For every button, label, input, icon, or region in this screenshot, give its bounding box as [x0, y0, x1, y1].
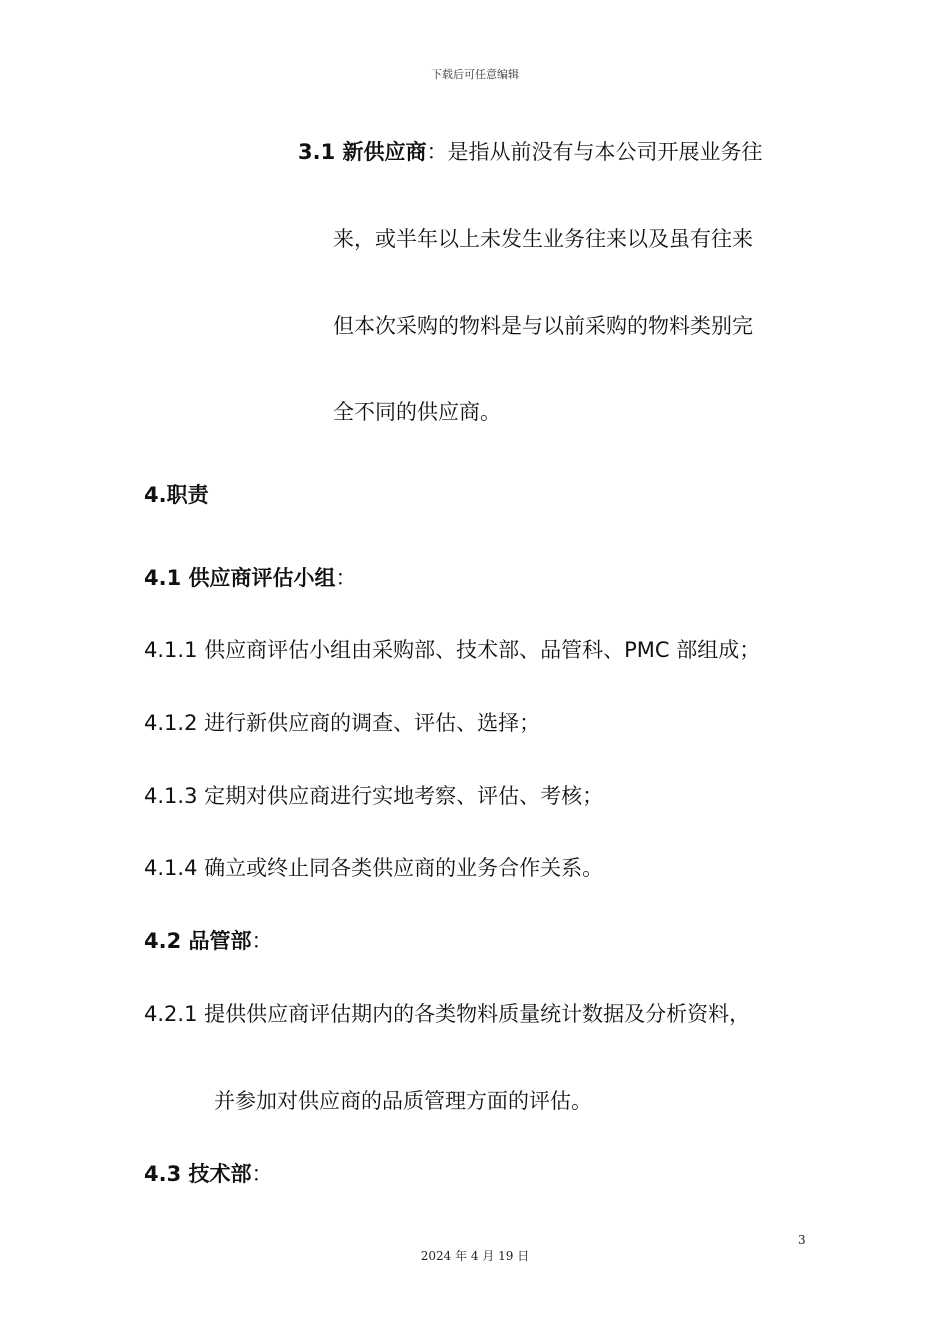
section-4-1-label: 4.1 供应商评估小组 [144, 566, 336, 590]
item-4-1-3: 4.1.3 定期对供应商进行实地考察、评估、考核； [144, 784, 604, 808]
item-4-2-1-line-2: 并参加对供应商的品质管理方面的评估。 [214, 1089, 592, 1113]
section-4-3-label: 4.3 技术部 [144, 1162, 252, 1186]
section-4-3-colon: ： [251, 1162, 273, 1186]
section-4-2-colon: ： [251, 929, 273, 953]
page-footer-date: 2024 年 4 月 19 日 [420, 1249, 530, 1263]
page-header: 下载后可任意编辑 [431, 68, 519, 81]
page-number: 3 [798, 1233, 806, 1247]
section-4-2-heading [144, 927, 273, 955]
item-4-1-4: 4.1.4 确立或终止同各类供应商的业务合作关系。 [144, 856, 604, 880]
definition-3-1-line-1 [298, 138, 763, 166]
item-4-1-1: 4.1.1 供应商评估小组由采购部、技术部、品管科、PMC 部组成； [144, 638, 761, 662]
definition-3-1-label: 3.1 新供应商 [298, 140, 427, 164]
definition-3-1-line-2: 来，或半年以上未发生业务往来以及虽有往来 [333, 227, 753, 251]
section-4-1-heading [144, 564, 357, 592]
section-4-1-colon: ： [335, 566, 357, 590]
section-4-heading: 4.职责 [144, 483, 209, 507]
section-4-3-heading [144, 1160, 273, 1188]
section-4-2-label: 4.2 品管部 [144, 929, 252, 953]
item-4-1-2: 4.1.2 进行新供应商的调查、评估、选择； [144, 711, 541, 735]
definition-3-1-line-4: 全不同的供应商。 [333, 400, 501, 424]
item-4-2-1-line-1: 4.2.1 提供供应商评估期内的各类物料质量统计数据及分析资料， [144, 1002, 751, 1026]
definition-3-1-line-3: 但本次采购的物料是与以前采购的物料类别完 [333, 314, 753, 338]
definition-3-1-text: ：是指从前没有与本公司开展业务往 [426, 140, 763, 164]
